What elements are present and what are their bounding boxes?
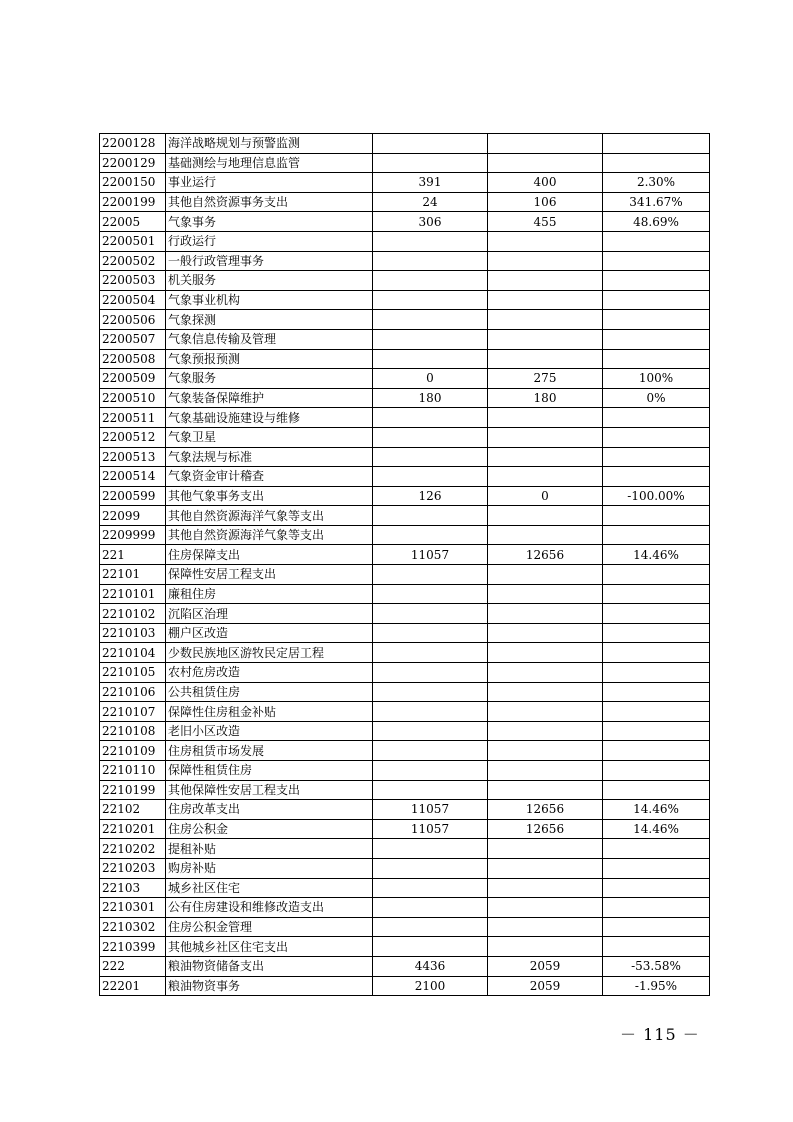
cell-change-rate bbox=[603, 604, 710, 624]
cell-code: 2200508 bbox=[100, 349, 166, 369]
cell-code: 2210101 bbox=[100, 584, 166, 604]
cell-value-1 bbox=[373, 153, 488, 173]
cell-change-rate bbox=[603, 858, 710, 878]
cell-value-1 bbox=[373, 565, 488, 585]
cell-value-1 bbox=[373, 721, 488, 741]
cell-value-2 bbox=[488, 643, 603, 663]
cell-value-1 bbox=[373, 663, 488, 683]
cell-change-rate: 0% bbox=[603, 388, 710, 408]
table-row bbox=[100, 427, 710, 447]
table-row bbox=[100, 545, 710, 565]
cell-value-1 bbox=[373, 525, 488, 545]
cell-value-2 bbox=[488, 251, 603, 271]
cell-code: 2200513 bbox=[100, 447, 166, 467]
cell-value-2 bbox=[488, 663, 603, 683]
cell-change-rate: 100% bbox=[603, 369, 710, 389]
table-row bbox=[100, 486, 710, 506]
table-row bbox=[100, 310, 710, 330]
cell-value-1 bbox=[373, 702, 488, 722]
cell-code: 2210103 bbox=[100, 623, 166, 643]
cell-change-rate bbox=[603, 839, 710, 859]
cell-value-2 bbox=[488, 134, 603, 154]
cell-value-2 bbox=[488, 584, 603, 604]
cell-change-rate bbox=[603, 780, 710, 800]
cell-change-rate bbox=[603, 525, 710, 545]
cell-value-1 bbox=[373, 310, 488, 330]
cell-code: 2200510 bbox=[100, 388, 166, 408]
cell-change-rate bbox=[603, 271, 710, 291]
cell-item-name: 事业运行 bbox=[166, 173, 373, 193]
cell-item-name: 保障性安居工程支出 bbox=[166, 565, 373, 585]
cell-change-rate bbox=[603, 329, 710, 349]
cell-change-rate bbox=[603, 917, 710, 937]
cell-value-1 bbox=[373, 447, 488, 467]
cell-item-name: 保障性住房租金补贴 bbox=[166, 702, 373, 722]
cell-value-2: 455 bbox=[488, 212, 603, 232]
cell-change-rate bbox=[603, 721, 710, 741]
cell-change-rate bbox=[603, 643, 710, 663]
cell-value-2 bbox=[488, 565, 603, 585]
cell-code: 2210202 bbox=[100, 839, 166, 859]
cell-value-2 bbox=[488, 878, 603, 898]
cell-item-name: 住房改革支出 bbox=[166, 800, 373, 820]
cell-item-name: 气象预报预测 bbox=[166, 349, 373, 369]
cell-value-1: 391 bbox=[373, 173, 488, 193]
table-row bbox=[100, 467, 710, 487]
table-row bbox=[100, 663, 710, 683]
table-row bbox=[100, 819, 710, 839]
cell-value-1 bbox=[373, 251, 488, 271]
cell-change-rate bbox=[603, 349, 710, 369]
table-row bbox=[100, 173, 710, 193]
cell-value-1: 11057 bbox=[373, 800, 488, 820]
cell-code: 2200504 bbox=[100, 290, 166, 310]
cell-item-name: 粮油物资事务 bbox=[166, 976, 373, 996]
cell-value-2 bbox=[488, 271, 603, 291]
cell-value-1 bbox=[373, 271, 488, 291]
cell-code: 22102 bbox=[100, 800, 166, 820]
cell-change-rate bbox=[603, 565, 710, 585]
cell-item-name: 气象服务 bbox=[166, 369, 373, 389]
table-row bbox=[100, 643, 710, 663]
table-row bbox=[100, 447, 710, 467]
cell-item-name: 其他城乡社区住宅支出 bbox=[166, 937, 373, 957]
cell-value-2: 12656 bbox=[488, 800, 603, 820]
table-row bbox=[100, 349, 710, 369]
cell-value-1: 126 bbox=[373, 486, 488, 506]
cell-value-2 bbox=[488, 447, 603, 467]
budget-table-body bbox=[100, 134, 710, 996]
cell-code: 22005 bbox=[100, 212, 166, 232]
cell-item-name: 气象事业机构 bbox=[166, 290, 373, 310]
cell-code: 22201 bbox=[100, 976, 166, 996]
cell-code: 2200128 bbox=[100, 134, 166, 154]
cell-item-name: 行政运行 bbox=[166, 231, 373, 251]
cell-value-2 bbox=[488, 153, 603, 173]
cell-item-name: 其他自然资源事务支出 bbox=[166, 192, 373, 212]
cell-item-name: 购房补贴 bbox=[166, 858, 373, 878]
cell-value-1: 24 bbox=[373, 192, 488, 212]
table-row bbox=[100, 839, 710, 859]
cell-item-name: 住房保障支出 bbox=[166, 545, 373, 565]
cell-change-rate bbox=[603, 584, 710, 604]
cell-value-2 bbox=[488, 506, 603, 526]
cell-change-rate bbox=[603, 408, 710, 428]
table-row bbox=[100, 584, 710, 604]
cell-change-rate bbox=[603, 623, 710, 643]
cell-value-2 bbox=[488, 721, 603, 741]
cell-code: 2210199 bbox=[100, 780, 166, 800]
cell-value-1 bbox=[373, 349, 488, 369]
table-row bbox=[100, 525, 710, 545]
table-row bbox=[100, 212, 710, 232]
cell-value-1 bbox=[373, 134, 488, 154]
cell-item-name: 气象法规与标准 bbox=[166, 447, 373, 467]
table-row bbox=[100, 623, 710, 643]
cell-value-1 bbox=[373, 780, 488, 800]
cell-value-2 bbox=[488, 290, 603, 310]
cell-item-name: 气象探测 bbox=[166, 310, 373, 330]
cell-item-name: 气象卫星 bbox=[166, 427, 373, 447]
cell-value-1 bbox=[373, 898, 488, 918]
cell-value-1 bbox=[373, 839, 488, 859]
cell-value-1: 4436 bbox=[373, 956, 488, 976]
cell-value-1 bbox=[373, 878, 488, 898]
cell-change-rate bbox=[603, 937, 710, 957]
cell-value-2: 400 bbox=[488, 173, 603, 193]
table-row bbox=[100, 898, 710, 918]
cell-change-rate bbox=[603, 427, 710, 447]
cell-change-rate: -100.00% bbox=[603, 486, 710, 506]
cell-value-1 bbox=[373, 858, 488, 878]
table-row bbox=[100, 956, 710, 976]
cell-change-rate bbox=[603, 153, 710, 173]
cell-change-rate bbox=[603, 898, 710, 918]
cell-item-name: 粮油物资储备支出 bbox=[166, 956, 373, 976]
cell-item-name: 其他气象事务支出 bbox=[166, 486, 373, 506]
cell-change-rate bbox=[603, 290, 710, 310]
cell-code: 2210302 bbox=[100, 917, 166, 937]
cell-value-2: 180 bbox=[488, 388, 603, 408]
cell-value-2 bbox=[488, 408, 603, 428]
cell-change-rate: 341.67% bbox=[603, 192, 710, 212]
table-row bbox=[100, 329, 710, 349]
cell-code: 2200503 bbox=[100, 271, 166, 291]
cell-code: 2210109 bbox=[100, 741, 166, 761]
cell-value-2 bbox=[488, 780, 603, 800]
table-row bbox=[100, 251, 710, 271]
table-row bbox=[100, 721, 710, 741]
cell-code: 2210102 bbox=[100, 604, 166, 624]
table-row bbox=[100, 682, 710, 702]
cell-value-2: 106 bbox=[488, 192, 603, 212]
cell-item-name: 公共租赁住房 bbox=[166, 682, 373, 702]
cell-value-1 bbox=[373, 231, 488, 251]
cell-item-name: 气象基础设施建设与维修 bbox=[166, 408, 373, 428]
cell-item-name: 住房公积金管理 bbox=[166, 917, 373, 937]
cell-change-rate bbox=[603, 506, 710, 526]
cell-value-1 bbox=[373, 741, 488, 761]
cell-code: 2200511 bbox=[100, 408, 166, 428]
table-row bbox=[100, 408, 710, 428]
cell-item-name: 沉陷区治理 bbox=[166, 604, 373, 624]
cell-value-2 bbox=[488, 761, 603, 781]
table-row bbox=[100, 917, 710, 937]
cell-change-rate bbox=[603, 231, 710, 251]
cell-value-1 bbox=[373, 427, 488, 447]
cell-item-name: 公有住房建设和维修改造支出 bbox=[166, 898, 373, 918]
cell-change-rate bbox=[603, 682, 710, 702]
table-row bbox=[100, 271, 710, 291]
cell-item-name: 一般行政管理事务 bbox=[166, 251, 373, 271]
cell-value-1 bbox=[373, 682, 488, 702]
cell-value-2: 2059 bbox=[488, 956, 603, 976]
page-number: － 115 － bbox=[620, 1025, 700, 1044]
cell-code: 2200199 bbox=[100, 192, 166, 212]
table-row bbox=[100, 192, 710, 212]
cell-value-2 bbox=[488, 427, 603, 447]
cell-code: 2210201 bbox=[100, 819, 166, 839]
cell-item-name: 其他保障性安居工程支出 bbox=[166, 780, 373, 800]
cell-change-rate bbox=[603, 761, 710, 781]
cell-change-rate: 14.46% bbox=[603, 819, 710, 839]
cell-code: 2200599 bbox=[100, 486, 166, 506]
table-row bbox=[100, 231, 710, 251]
table-row bbox=[100, 388, 710, 408]
cell-item-name: 基础测绘与地理信息监管 bbox=[166, 153, 373, 173]
cell-item-name: 廉租住房 bbox=[166, 584, 373, 604]
cell-item-name: 其他自然资源海洋气象等支出 bbox=[166, 506, 373, 526]
cell-value-2 bbox=[488, 839, 603, 859]
cell-change-rate bbox=[603, 467, 710, 487]
cell-value-1: 306 bbox=[373, 212, 488, 232]
cell-value-2 bbox=[488, 329, 603, 349]
table-row bbox=[100, 369, 710, 389]
cell-change-rate bbox=[603, 310, 710, 330]
cell-code: 2200506 bbox=[100, 310, 166, 330]
cell-change-rate: 2.30% bbox=[603, 173, 710, 193]
cell-value-2: 0 bbox=[488, 486, 603, 506]
cell-value-1: 11057 bbox=[373, 545, 488, 565]
cell-value-1 bbox=[373, 917, 488, 937]
cell-code: 2210203 bbox=[100, 858, 166, 878]
cell-change-rate bbox=[603, 134, 710, 154]
cell-change-rate bbox=[603, 251, 710, 271]
cell-value-2 bbox=[488, 525, 603, 545]
cell-value-1: 0 bbox=[373, 369, 488, 389]
cell-change-rate: 14.46% bbox=[603, 545, 710, 565]
cell-item-name: 气象装备保障维护 bbox=[166, 388, 373, 408]
cell-change-rate bbox=[603, 702, 710, 722]
cell-value-2: 275 bbox=[488, 369, 603, 389]
cell-item-name: 机关服务 bbox=[166, 271, 373, 291]
cell-value-2: 2059 bbox=[488, 976, 603, 996]
cell-change-rate bbox=[603, 447, 710, 467]
cell-item-name: 保障性租赁住房 bbox=[166, 761, 373, 781]
cell-code: 2210399 bbox=[100, 937, 166, 957]
cell-item-name: 其他自然资源海洋气象等支出 bbox=[166, 525, 373, 545]
cell-code: 2200129 bbox=[100, 153, 166, 173]
cell-code: 2210106 bbox=[100, 682, 166, 702]
cell-item-name: 少数民族地区游牧民定居工程 bbox=[166, 643, 373, 663]
cell-item-name: 气象信息传输及管理 bbox=[166, 329, 373, 349]
cell-value-2 bbox=[488, 467, 603, 487]
cell-code: 2210108 bbox=[100, 721, 166, 741]
cell-code: 2210301 bbox=[100, 898, 166, 918]
cell-change-rate bbox=[603, 878, 710, 898]
cell-item-name: 城乡社区住宅 bbox=[166, 878, 373, 898]
cell-value-2 bbox=[488, 310, 603, 330]
table-row bbox=[100, 604, 710, 624]
table-row bbox=[100, 153, 710, 173]
cell-code: 22099 bbox=[100, 506, 166, 526]
cell-value-1 bbox=[373, 937, 488, 957]
cell-value-1 bbox=[373, 467, 488, 487]
table-row bbox=[100, 800, 710, 820]
cell-value-2: 12656 bbox=[488, 545, 603, 565]
cell-value-2 bbox=[488, 702, 603, 722]
cell-change-rate: 48.69% bbox=[603, 212, 710, 232]
cell-item-name: 气象资金审计稽查 bbox=[166, 467, 373, 487]
cell-item-name: 老旧小区改造 bbox=[166, 721, 373, 741]
cell-item-name: 住房租赁市场发展 bbox=[166, 741, 373, 761]
cell-value-2 bbox=[488, 682, 603, 702]
cell-value-2 bbox=[488, 604, 603, 624]
cell-value-2 bbox=[488, 898, 603, 918]
cell-code: 2200512 bbox=[100, 427, 166, 447]
cell-value-1 bbox=[373, 408, 488, 428]
cell-code: 2209999 bbox=[100, 525, 166, 545]
cell-change-rate: -53.58% bbox=[603, 956, 710, 976]
cell-code: 2210107 bbox=[100, 702, 166, 722]
cell-item-name: 农村危房改造 bbox=[166, 663, 373, 683]
cell-code: 2200150 bbox=[100, 173, 166, 193]
cell-value-2 bbox=[488, 349, 603, 369]
cell-item-name: 提租补贴 bbox=[166, 839, 373, 859]
cell-value-1 bbox=[373, 584, 488, 604]
cell-change-rate: 14.46% bbox=[603, 800, 710, 820]
table-row bbox=[100, 878, 710, 898]
cell-value-2 bbox=[488, 231, 603, 251]
cell-code: 2200507 bbox=[100, 329, 166, 349]
cell-code: 221 bbox=[100, 545, 166, 565]
cell-item-name: 海洋战略规划与预警监测 bbox=[166, 134, 373, 154]
cell-change-rate bbox=[603, 741, 710, 761]
cell-value-1: 2100 bbox=[373, 976, 488, 996]
cell-value-1: 11057 bbox=[373, 819, 488, 839]
cell-value-2 bbox=[488, 741, 603, 761]
table-row bbox=[100, 702, 710, 722]
cell-value-2 bbox=[488, 623, 603, 643]
cell-code: 2210110 bbox=[100, 761, 166, 781]
table-row bbox=[100, 741, 710, 761]
cell-code: 2200502 bbox=[100, 251, 166, 271]
table-row bbox=[100, 976, 710, 996]
table-row bbox=[100, 937, 710, 957]
cell-code: 2200501 bbox=[100, 231, 166, 251]
cell-code: 2200514 bbox=[100, 467, 166, 487]
cell-value-1 bbox=[373, 329, 488, 349]
cell-code: 22103 bbox=[100, 878, 166, 898]
table-row bbox=[100, 761, 710, 781]
cell-item-name: 棚户区改造 bbox=[166, 623, 373, 643]
table-row bbox=[100, 506, 710, 526]
cell-item-name: 气象事务 bbox=[166, 212, 373, 232]
cell-change-rate: -1.95% bbox=[603, 976, 710, 996]
table-row bbox=[100, 565, 710, 585]
cell-value-2: 12656 bbox=[488, 819, 603, 839]
table-row bbox=[100, 780, 710, 800]
cell-value-1 bbox=[373, 290, 488, 310]
cell-value-2 bbox=[488, 937, 603, 957]
cell-value-1 bbox=[373, 506, 488, 526]
table-row bbox=[100, 134, 710, 154]
cell-code: 2210104 bbox=[100, 643, 166, 663]
cell-item-name: 住房公积金 bbox=[166, 819, 373, 839]
cell-value-1 bbox=[373, 623, 488, 643]
budget-table bbox=[99, 133, 710, 996]
cell-code: 2200509 bbox=[100, 369, 166, 389]
cell-change-rate bbox=[603, 663, 710, 683]
table-row bbox=[100, 858, 710, 878]
cell-value-1 bbox=[373, 761, 488, 781]
cell-code: 222 bbox=[100, 956, 166, 976]
cell-value-1: 180 bbox=[373, 388, 488, 408]
cell-code: 2210105 bbox=[100, 663, 166, 683]
cell-value-2 bbox=[488, 858, 603, 878]
cell-code: 22101 bbox=[100, 565, 166, 585]
cell-value-1 bbox=[373, 604, 488, 624]
cell-value-2 bbox=[488, 917, 603, 937]
cell-value-1 bbox=[373, 643, 488, 663]
table-row bbox=[100, 290, 710, 310]
